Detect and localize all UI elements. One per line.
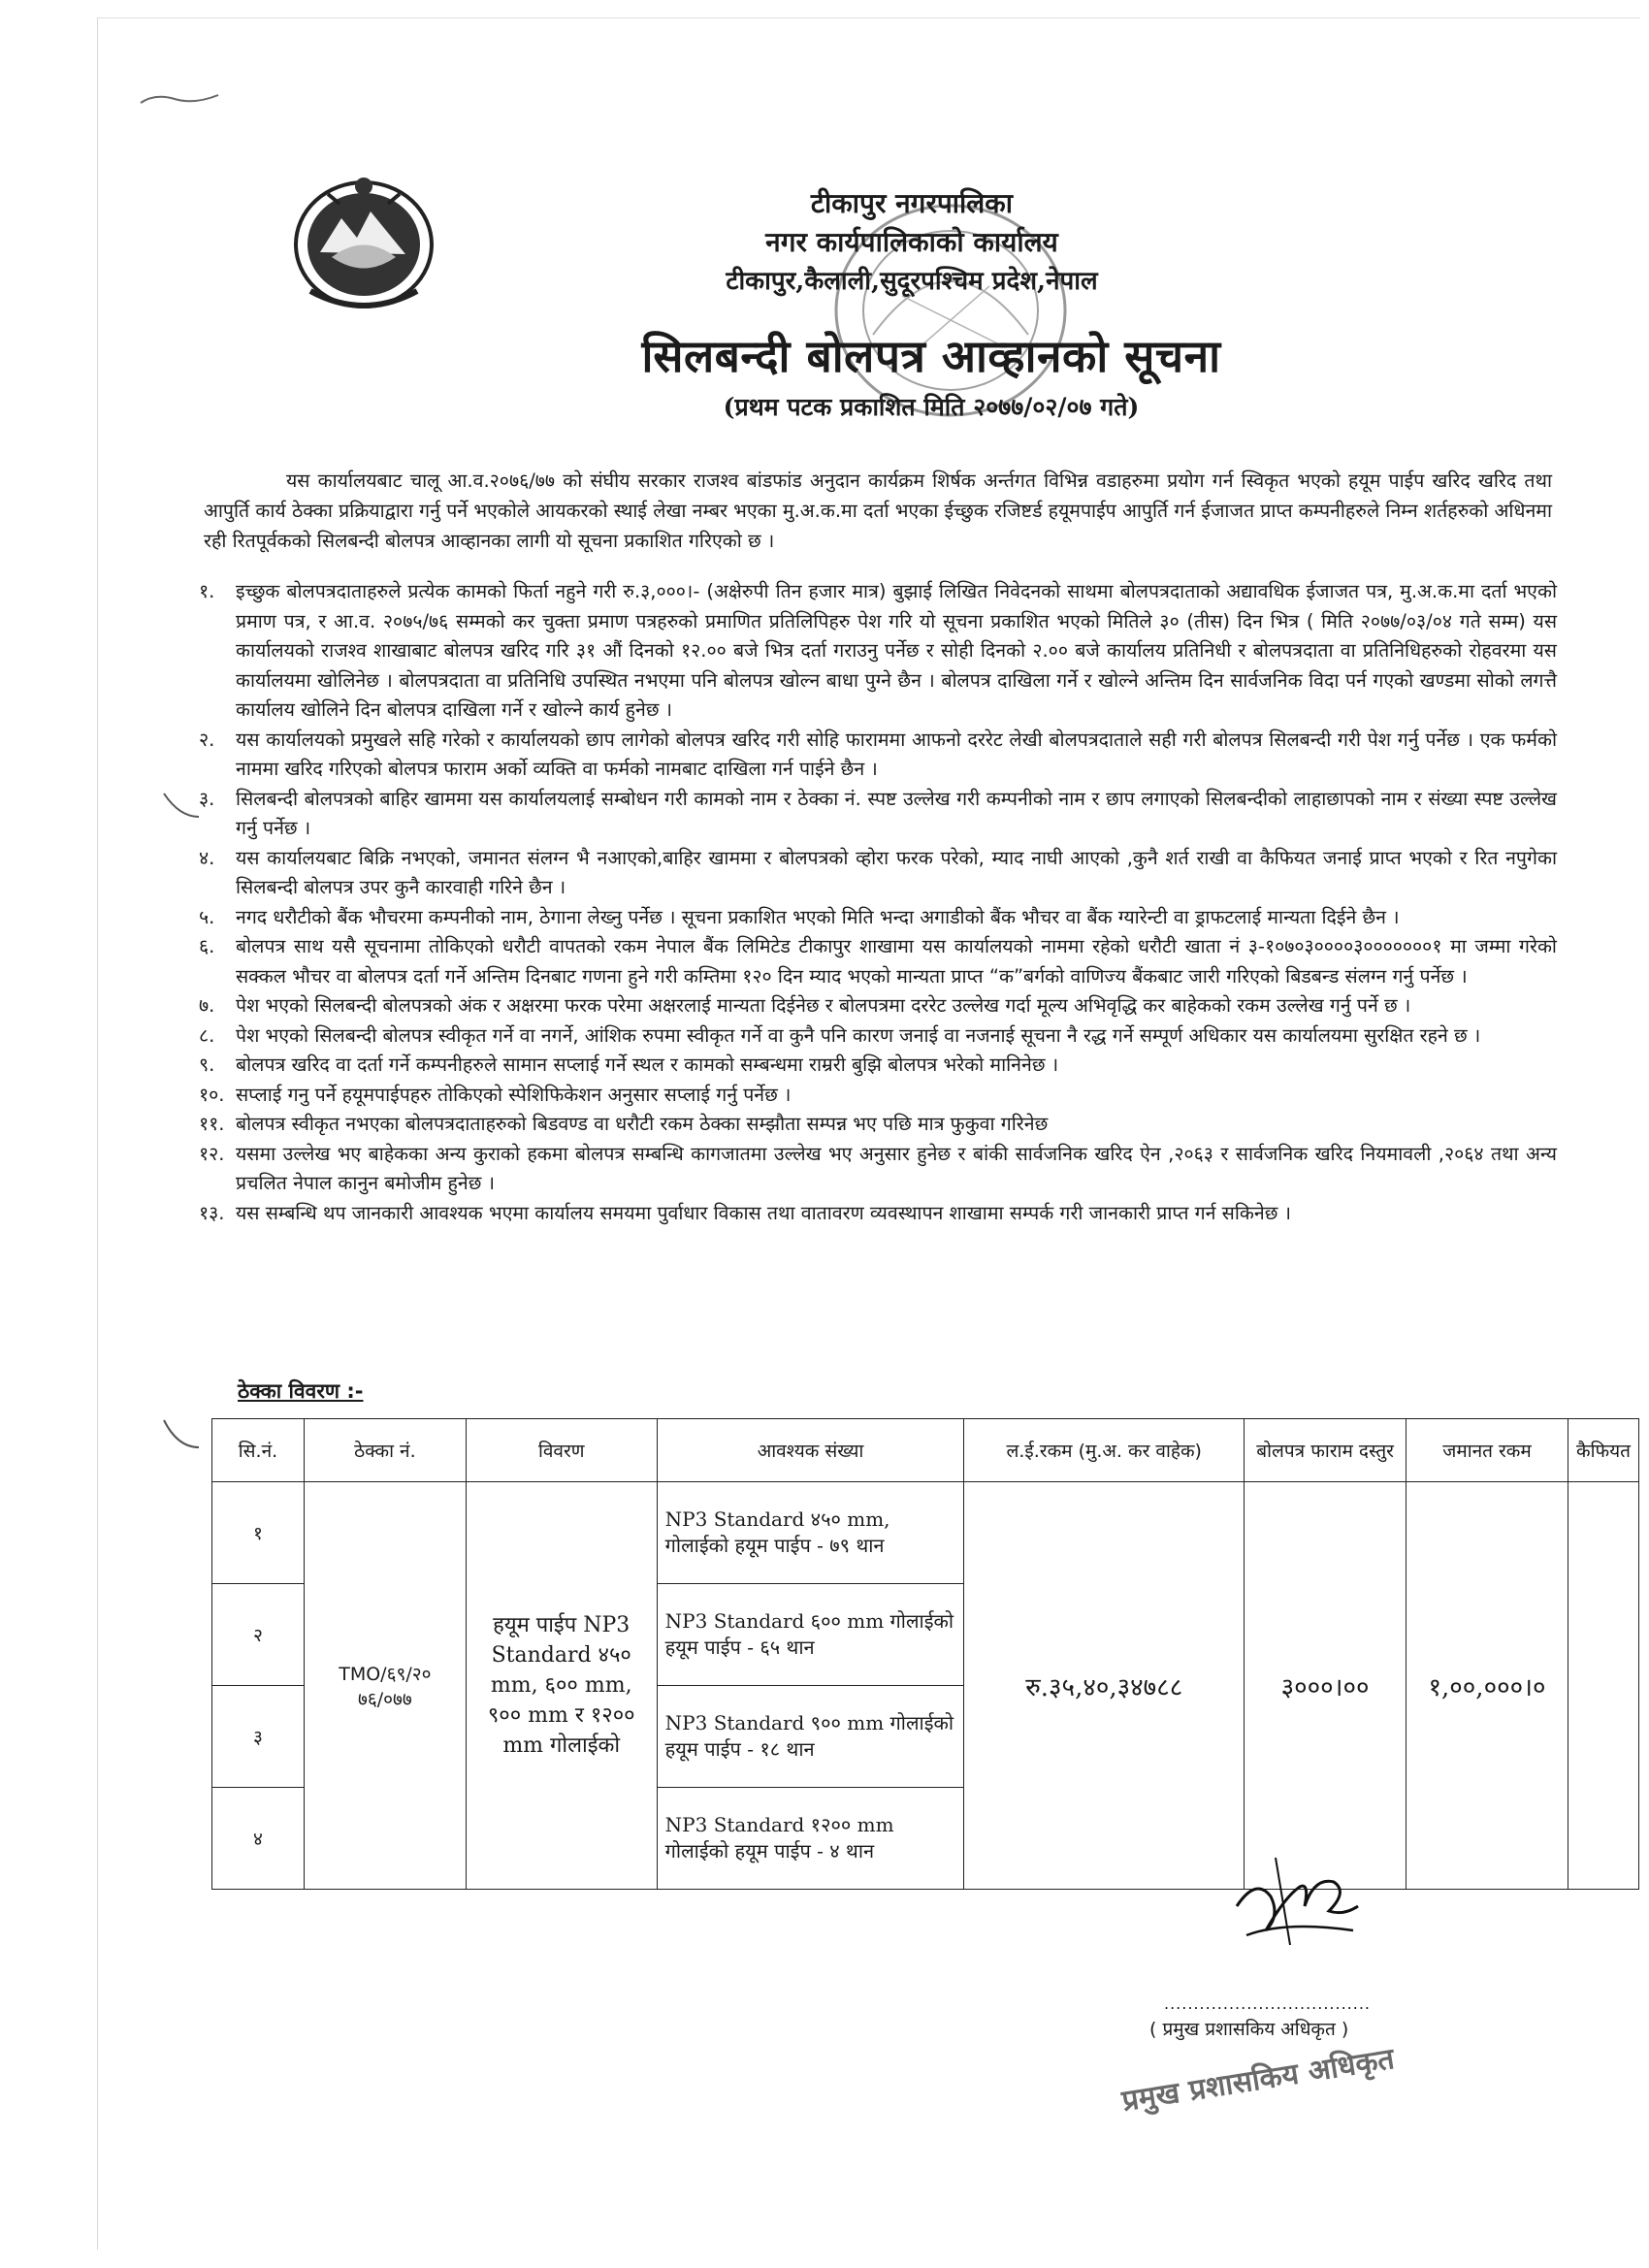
- condition-item: [199, 1199, 1557, 1229]
- condition-item: [199, 1081, 1557, 1111]
- contract-number-cell: TMO/६९/२० ७६/०७७: [304, 1482, 466, 1890]
- condition-number: ७.: [199, 994, 215, 1017]
- condition-text: पेश भएको सिलबन्दी बोलपत्रको अंक र अक्षरमा फरक परेमा अक्षरलाई मान्यता दिईनेछ र बोलपत्रमा दररेट उल्लेख गर्दा मूल्य अभिवृद्धि कर बाहेकको रकम उल्लेख गर्नु पर्ने छ ।: [236, 994, 1411, 1017]
- condition-text: पेश भएको सिलबन्दी बोलपत्र स्वीकृत गर्ने वा नगर्ने, आंशिक रुपमा स्वीकृत गर्ने वा कुनै पनि कारण जनाई वा नजनाई सूचना नै रद्ध गर्ने सम्पूर्ण अधिकार यस कार्यालयमा सुरक्षित रहने छ ।: [236, 1023, 1481, 1047]
- quantity-cell: NP3 Standard ९०० mm गोलाईको हयूम पाईप - १८ थान: [657, 1686, 964, 1788]
- notice-intro: यस कार्यालयबाट चालू आ.व.२०७६/७७ को संघीय सरकार राजश्व बांडफांड अनुदान कार्यक्रम शिर्षक अर्न्तगत विभिन्न वडाहरुमा प्रयोग गर्न स्विकृत भएको हयूम पाईप खरिद खरिद तथा आपुर्ति कार्य ठेक्का प्रक्रियाद्वारा गर्नु पर्ने भएकोले आयकरको स्थाई लेखा नम्बर भएका मु.अ.क.मा दर्ता भएका ईच्छुक रजिष्टर्ड हयूमपाईप आपुर्ति गर्न ईजाजत प्राप्त कम्पनीहरुले निम्न शर्तहरुको अधिनमा रही रितपूर्वकको सिलबन्दी बोलपत्र आव्हानका लागी यो सूचना प्रकाशित गरिएको छ ।: [204, 470, 1552, 552]
- column-header: बोलपत्र फाराम दस्तुर: [1245, 1419, 1406, 1482]
- government-emblem-icon: [281, 165, 446, 320]
- condition-text: यस कार्यालयबाट बिक्रि नभएको, जमानत संलग्न भै नआएको,बाहिर खाममा र बोलपत्रको व्होरा फरक परेको, म्याद नाघी आएको ,कुनै शर्त राखी वा कैफियत जनाई प्राप्त भएको र रित नपुगेका सिलबन्दी बोलपत्र उपर कुनै कारवाही गरिने छैन ।: [236, 846, 1557, 898]
- condition-number: १२.: [199, 1142, 225, 1165]
- condition-item: [199, 785, 1557, 844]
- serial-number-cell: ३: [212, 1686, 305, 1788]
- notice-subtitle: (प्रथम पटक प्रकाशित मिति २०७७/०२/०७ गते): [723, 393, 1140, 421]
- condition-item: [199, 844, 1557, 903]
- quantity-cell: NP3 Standard ६०० mm गोलाईको हयूम पाईप - ६५ थान: [657, 1584, 964, 1686]
- condition-item: [199, 1140, 1557, 1199]
- conditions-list: [199, 577, 1557, 1228]
- estimate-amount-cell: रु.३५,४०,३४७८८: [964, 1482, 1245, 1890]
- condition-number: ८.: [199, 1023, 215, 1047]
- column-header: ठेक्का नं.: [304, 1419, 466, 1482]
- condition-text: बोलपत्र साथ यसै सूचनामा तोकिएको धरौटी वापतको रकम नेपाल बैंक लिमिटेड टीकापुर शाखामा यस कार्यालयको नाममा रहेको धरौटी खाता नं ३-१०७०३००००३०००००००१ मा जम्मा गरेको सक्कल भौचर वा बोलपत्र दर्ता गर्ने अन्तिम दिनबाट गणना हुने गरी कम्तिमा १२० दिन म्याद भएको मान्यता प्राप्त “क”बर्गको वाणिज्य बैंकबाट जारी गरिएको बिडबन्ड संलग्न गर्नु पर्नेछ ।: [236, 935, 1557, 988]
- condition-text: सिलबन्दी बोलपत्रको बाहिर खाममा यस कार्यालयलाई सम्बोधन गरी कामको नाम र ठेक्का नं. स्पष्ट उल्लेख गरी कम्पनीको नाम र छाप लगाएको सिलबन्दीको लाहाछापको नाम र संख्या स्पष्ट उल्लेख गर्नु पर्नेछ ।: [236, 787, 1557, 839]
- scan-mark: [136, 85, 223, 114]
- serial-number-cell: ४: [212, 1788, 305, 1890]
- designation-stamp: प्रमुख प्रशासकिय अधिकृत: [1119, 2042, 1397, 2119]
- condition-text: बोलपत्र स्वीकृत नभएका बोलपत्रदाताहरुको बिडवण्ड वा धरौटी रकम ठेक्का सम्झौता सम्पन्न भए पछि मात्र फुकुवा गरिनेछ: [236, 1113, 1049, 1135]
- table-row: [212, 1482, 1639, 1584]
- column-header: सि.नं.: [212, 1419, 305, 1482]
- column-header: जमानत रकम: [1406, 1419, 1568, 1482]
- tender-table-title: ठेक्का विवरण :-: [238, 1379, 364, 1403]
- condition-number: ६.: [199, 935, 215, 957]
- column-header: ल.ई.रकम (मु.अ. कर वाहेक): [964, 1419, 1245, 1482]
- signature-icon: [1217, 1838, 1373, 1974]
- office-name: टीकापुर नगरपालिका: [810, 187, 1014, 219]
- condition-text: यस कार्यालयको प्रमुखले सहि गरेको र कार्यालयको छाप लागेको बोलपत्र खरिद गरी सोहि फाराममा आफनो दररेट लेखी बोलपत्रदाताले सही गरी बोलपत्र सिलबन्दी गरी पेश गर्नु पर्नेछ । एक फर्मको नाममा खरिद गरिएको बोलपत्र फाराम अर्को व्यक्ति वा फर्मको नामबाट दाखिला गर्न पाईने छैन ।: [236, 728, 1557, 780]
- condition-item: [199, 932, 1557, 991]
- condition-text: बोलपत्र खरिद वा दर्ता गर्ने कम्पनीहरुले सामान सप्लाई गर्ने स्थल र कामको सम्बन्धमा राम्ररी बुझि बोलपत्र भरेको मानिनेछ ।: [236, 1053, 1059, 1076]
- condition-number: ४.: [199, 846, 215, 869]
- remarks-cell: [1568, 1482, 1638, 1890]
- condition-item: [199, 577, 1557, 726]
- column-header: आवश्यक संख्या: [657, 1419, 964, 1482]
- condition-text: सप्लाई गनु पर्ने हयूमपाईपहरु तोकिएको स्पेशिफिकेशन अनुसार सप्लाई गर्नु पर्नेछ ।: [236, 1083, 792, 1106]
- column-header: कैफियत: [1568, 1419, 1638, 1482]
- condition-number: १०.: [199, 1083, 225, 1106]
- column-header: विवरण: [466, 1419, 657, 1482]
- quantity-cell: NP3 Standard १२०० mm गोलाईको हयूम पाईप - ४ थान: [657, 1788, 964, 1890]
- quantity-cell: NP3 Standard ४५० mm, गोलाईको हयूम पाईप - ७९ थान: [657, 1482, 964, 1584]
- condition-number: ९.: [199, 1053, 215, 1076]
- serial-number-cell: २: [212, 1584, 305, 1686]
- condition-number: ५.: [199, 905, 215, 928]
- notice-title: सिलबन्दी बोलपत्र आव्हानको सूचना: [641, 330, 1221, 382]
- condition-text: यसमा उल्लेख भए बाहेकका अन्य कुराको हकमा बोलपत्र सम्बन्धि कागजातमा उल्लेख भए अनुसार हुनेछ र बांकी सार्वजनिक खरिद ऐन ,२०६३ र सार्वजनिक खरिद नियमावली ,२०६४ तथा अन्य प्रचलित नेपाल कानुन बमोजीम हुनेछ ।: [236, 1142, 1557, 1194]
- condition-item: [199, 991, 1557, 1021]
- condition-number: १३.: [199, 1201, 225, 1224]
- condition-item: [199, 726, 1557, 785]
- condition-item: [199, 903, 1557, 933]
- deposit-amount-cell: १,००,०००।०: [1406, 1482, 1568, 1890]
- office-address: टीकापुर,कैलाली,सुदूरपश्चिम प्रदेश,नेपाल: [726, 267, 1098, 296]
- condition-item: [199, 1051, 1557, 1081]
- table-header-row: [212, 1419, 1639, 1482]
- punch-hole-mark: [160, 788, 204, 823]
- serial-number-cell: १: [212, 1482, 305, 1584]
- condition-text: इच्छुक बोलपत्रदाताहरुले प्रत्येक कामको फिर्ता नहुने गरी रु.३,०००।- (अक्षेरुपी तिन हजार मात्र) बुझाई लिखित निवेदनको साथमा बोलपत्रदाताको अद्यावधिक ईजाजत पत्र, मु.अ.क.मा दर्ता भएको प्रमाण पत्र, र आ.व. २०७५/७६ सम्मको कर चुक्ता प्रमाण पत्रहरुको प्रमाणित प्रतिलिपिहरु पेश गरि यो सूचना प्रकाशित भएको मितिले ३० (तीस) दिन भित्र ( मिति २०७७/०३/०४ गते सम्म) यस कार्यालयको राजश्व शाखाबाट बोलपत्र खरिद गरि ३१ औं दिनको १२.०० बजे भित्र दर्ता गराउनु पर्नेछ र सोही दिनको २.०० बजे कार्यालय प्रतिनिधी र बोलपत्रदाता वा प्रतिनिधिहरुको रोहवरमा यस कार्यालयमा खोलिनेछ । बोलपत्रदाता वा प्रतिनिधि उपस्थित नभएमा पनि बोलपत्र खोल्न बाधा पुग्ने छैन । बोलपत्र दाखिला गर्ने र खोल्ने अन्तिम दिन सार्वजनिक विदा पर्न गएको खण्डमा सोको लगत्तै कार्यालय खोलिने दिन बोलपत्र दाखिला गर्ने र खोल्ने कार्य हुनेछ ।: [236, 580, 1557, 721]
- office-subtitle: नगर कार्यपालिकाको कार्यालय: [765, 226, 1058, 258]
- form-fee-cell: ३०००।००: [1245, 1482, 1406, 1890]
- condition-item: [199, 1021, 1557, 1052]
- tender-table: [211, 1418, 1639, 1890]
- condition-number: ११.: [199, 1113, 225, 1135]
- condition-text: नगद धरौटीको बैंक भौचरमा कम्पनीको नाम, ठेगाना लेख्नु पर्नेछ । सूचना प्रकाशित भएको मिति भन्दा अगाडीको बैंक भौचर वा बैंक ग्यारेन्टी वा ड्राफटलाई मान्यता दिईने छैन ।: [236, 905, 1400, 928]
- condition-number: ३.: [199, 787, 215, 810]
- signatory-title: ( प्रमुख प्रशासकिय अधिकृत ): [1149, 2019, 1349, 2040]
- condition-text: यस सम्बन्धि थप जानकारी आवश्यक भएमा कार्यालय समयमा पुर्वाधार विकास तथा वातावरण व्यवस्थापन शाखामा सम्पर्क गरी जानकारी प्राप्त गर्न सकिनेछ ।: [236, 1201, 1291, 1224]
- punch-hole-mark: [160, 1414, 204, 1453]
- condition-number: १.: [199, 580, 215, 602]
- condition-number: २.: [199, 728, 215, 751]
- description-cell: हयूम पाईप NP3 Standard ४५० mm, ६०० mm, ९०० mm र १२०० mm गोलाईको: [466, 1482, 657, 1890]
- signature-line: ...................................: [1164, 1994, 1372, 2013]
- condition-item: [199, 1110, 1557, 1140]
